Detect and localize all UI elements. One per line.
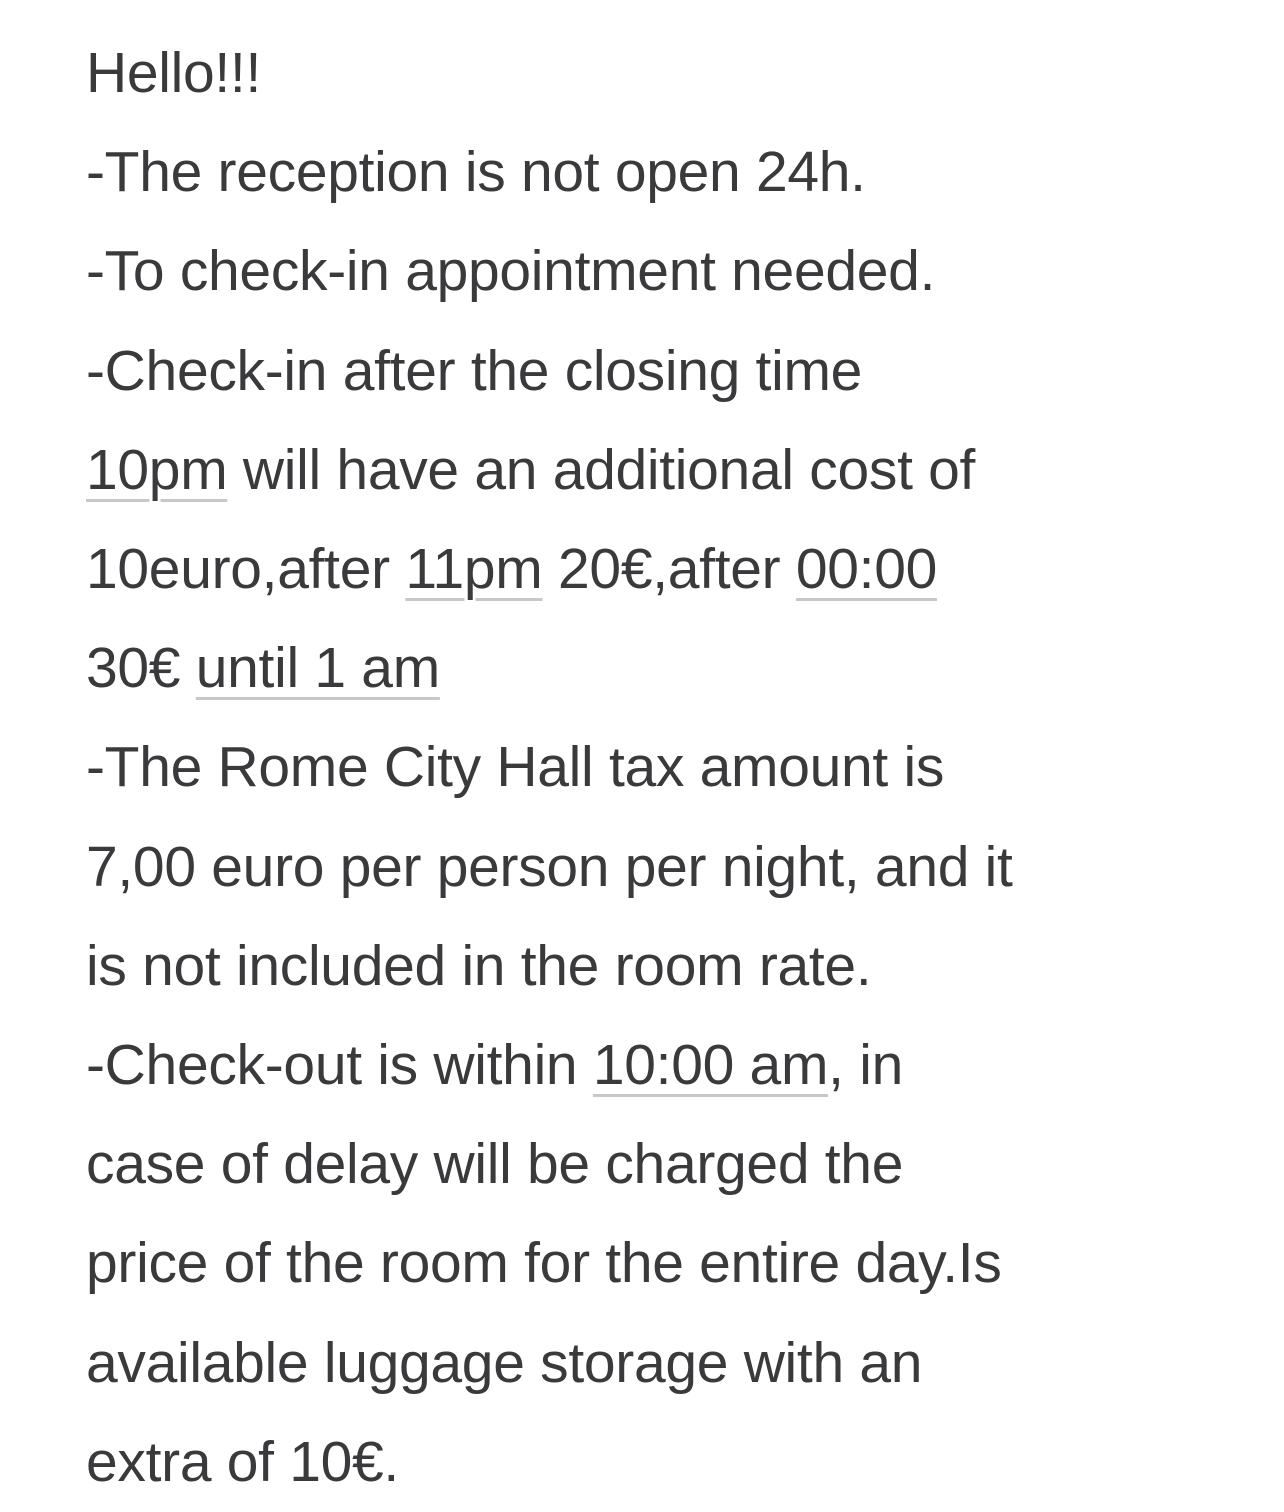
note-line-tax-3: is not included in the room rate.	[86, 933, 872, 998]
checkout-text: -Check-out is within	[86, 1033, 593, 1098]
fee-10euro-text: 10euro,after	[86, 537, 406, 602]
note-line-tax-1: -The Rome City Hall tax amount is	[86, 735, 945, 800]
note-line-appointment: -To check-in appointment needed.	[86, 239, 936, 304]
note-line-checkout	[86, 1016, 1236, 1115]
detected-time-10pm[interactable]: 10pm	[86, 437, 228, 502]
note-line-luggage-1: available luggage storage with an	[86, 1330, 923, 1395]
note-line-tax-2: 7,00 euro per person per night, and it	[86, 834, 1013, 899]
detected-time-until-1am[interactable]: until 1 am	[195, 636, 440, 701]
note-line-checkin-time: -Check-in after the closing time	[86, 338, 863, 403]
detected-time-0000[interactable]: 00:00	[795, 537, 937, 602]
note-line-reception: -The reception is not open 24h.	[86, 140, 866, 205]
note-line-luggage-2: extra of 10€.	[86, 1429, 399, 1494]
note-line-checkin-cost	[86, 421, 1236, 520]
checkin-cost-text: will have an additional cost of	[227, 437, 976, 502]
note-body[interactable]	[86, 24, 1236, 1512]
note-line-delay-2: price of the room for the entire day.Is	[86, 1231, 1002, 1296]
detected-time-1000am[interactable]: 10:00 am	[592, 1033, 829, 1098]
note-line-last-fee	[86, 619, 1236, 718]
checkout-text-end: , in	[828, 1033, 903, 1098]
detected-time-11pm[interactable]: 11pm	[405, 537, 543, 602]
fee-30eur-text: 30€	[86, 636, 196, 701]
note-greeting: Hello!!!	[86, 41, 262, 105]
note-line-delay-1: case of delay will be charged the	[86, 1132, 904, 1197]
fee-20eur-text: 20€,after	[542, 537, 796, 602]
note-line-late-fees	[86, 520, 1236, 619]
